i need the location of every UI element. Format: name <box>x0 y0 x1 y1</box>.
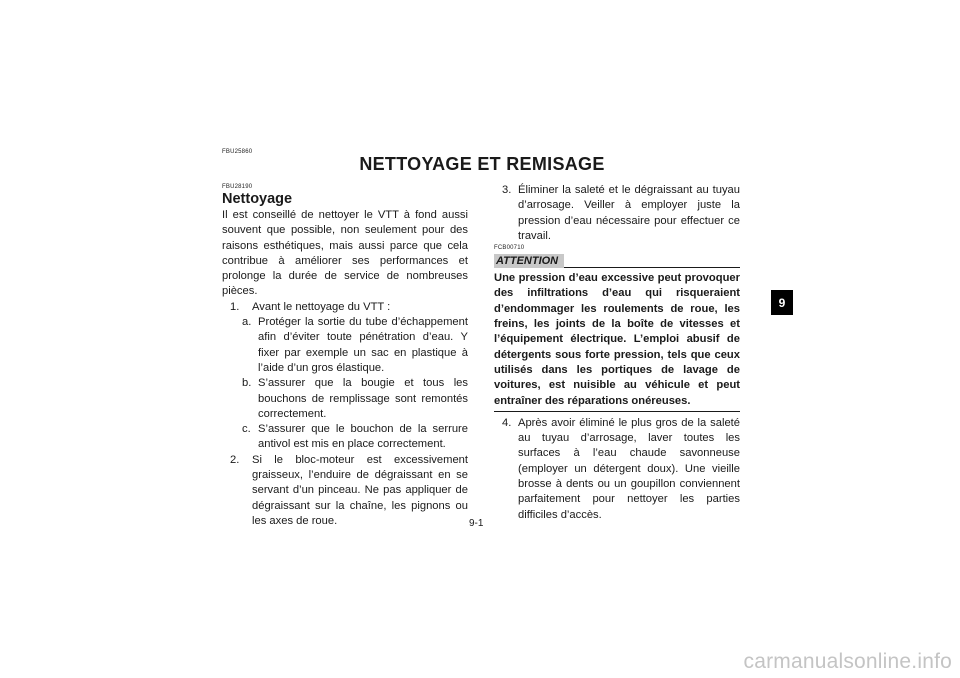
sub-list-text: S’assurer que le bouchon de la serrure antivol est mis en place correctement. <box>258 423 468 451</box>
page-title: NETTOYAGE ET REMISAGE <box>359 154 605 174</box>
list-number: 1. <box>230 300 240 313</box>
section-code: FBU28190 <box>222 184 253 190</box>
attention-code: FCB00710 <box>494 245 525 252</box>
sub-list-letter: b. <box>242 377 252 390</box>
watermark: carmanualsonline.info <box>743 650 952 673</box>
attention-header <box>494 254 740 268</box>
sub-list-item <box>222 422 468 453</box>
chapter-tab: 9 <box>771 290 793 315</box>
list-text: Avant le nettoyage du VTT : <box>252 300 391 313</box>
sub-list-letter: a. <box>242 316 252 329</box>
sub-list-letter: c. <box>242 423 251 436</box>
list-item <box>222 453 468 529</box>
attention-rule <box>564 267 740 268</box>
list-item <box>222 300 468 315</box>
sub-list-text: Protéger la sortie du tube d’échappement afin d’éviter toute pénétration d’eau. Y fixer par exemple un sac en plastique à l’aide d’un gros élastique. <box>258 316 468 374</box>
sub-list-item <box>222 315 468 376</box>
attention-text: Une pression d’eau excessive peut provoquer des infiltrations d’eau qui risqueraient d’endommager les roulements de roue, les freins, les joints de la boîte de vitesses et l’équipement électrique. L’emploi abusif de détergents sous forte pression, tels que ceux utilisés dans les portiques de lavage de voitures, est nuisible au véhicule et peut entraîner des réparations onéreuses. <box>494 271 740 412</box>
sub-list-text: S’assurer que la bougie et tous les bouchons de remplissage sont remontés correctement. <box>258 377 468 420</box>
page-number: 9-1 <box>469 518 484 529</box>
list-text: Après avoir éliminé le plus gros de la saleté au tuyau d’arrosage, laver toutes les surfaces à l’eau chaude savonneuse (employer un détergent doux). Une vieille brosse à dents ou un goupillon conviennent parfaitement pour nettoyer les parties difficiles d’accès. <box>518 416 740 521</box>
list-number: 3. <box>502 184 512 196</box>
list-item <box>494 416 740 523</box>
intro-paragraph: Il est conseillé de nettoyer le VTT à fond aussi souvent que possible, non seulement pour des raisons esthétiques, mais aussi parce que cela contribue à améliorer ses performances et prolonge la durée de service de nombreuses pièces. <box>222 209 468 298</box>
list-text: Éliminer la saleté et le dégraissant au tuyau d’arrosage. Veiller à employer juste la pression d’eau nécessaire pour effectuer ce travail. <box>518 184 740 242</box>
left-column <box>222 183 468 529</box>
section-title: Nettoyage <box>222 191 293 207</box>
list-number: 4. <box>502 416 512 429</box>
list-text: Si le bloc-moteur est excessivement graisseux, l’enduire de dégraissant en se servant d’un pinceau. Ne pas appliquer de dégraissant sur la chaîne, les pignons ou les axes de roue. <box>252 453 468 527</box>
attention-label: ATTENTION <box>494 254 564 268</box>
list-number: 2. <box>230 453 240 466</box>
document-code: FBU25860 <box>222 149 253 155</box>
sub-list-item <box>222 376 468 422</box>
right-column <box>494 183 740 523</box>
list-item <box>494 183 740 244</box>
